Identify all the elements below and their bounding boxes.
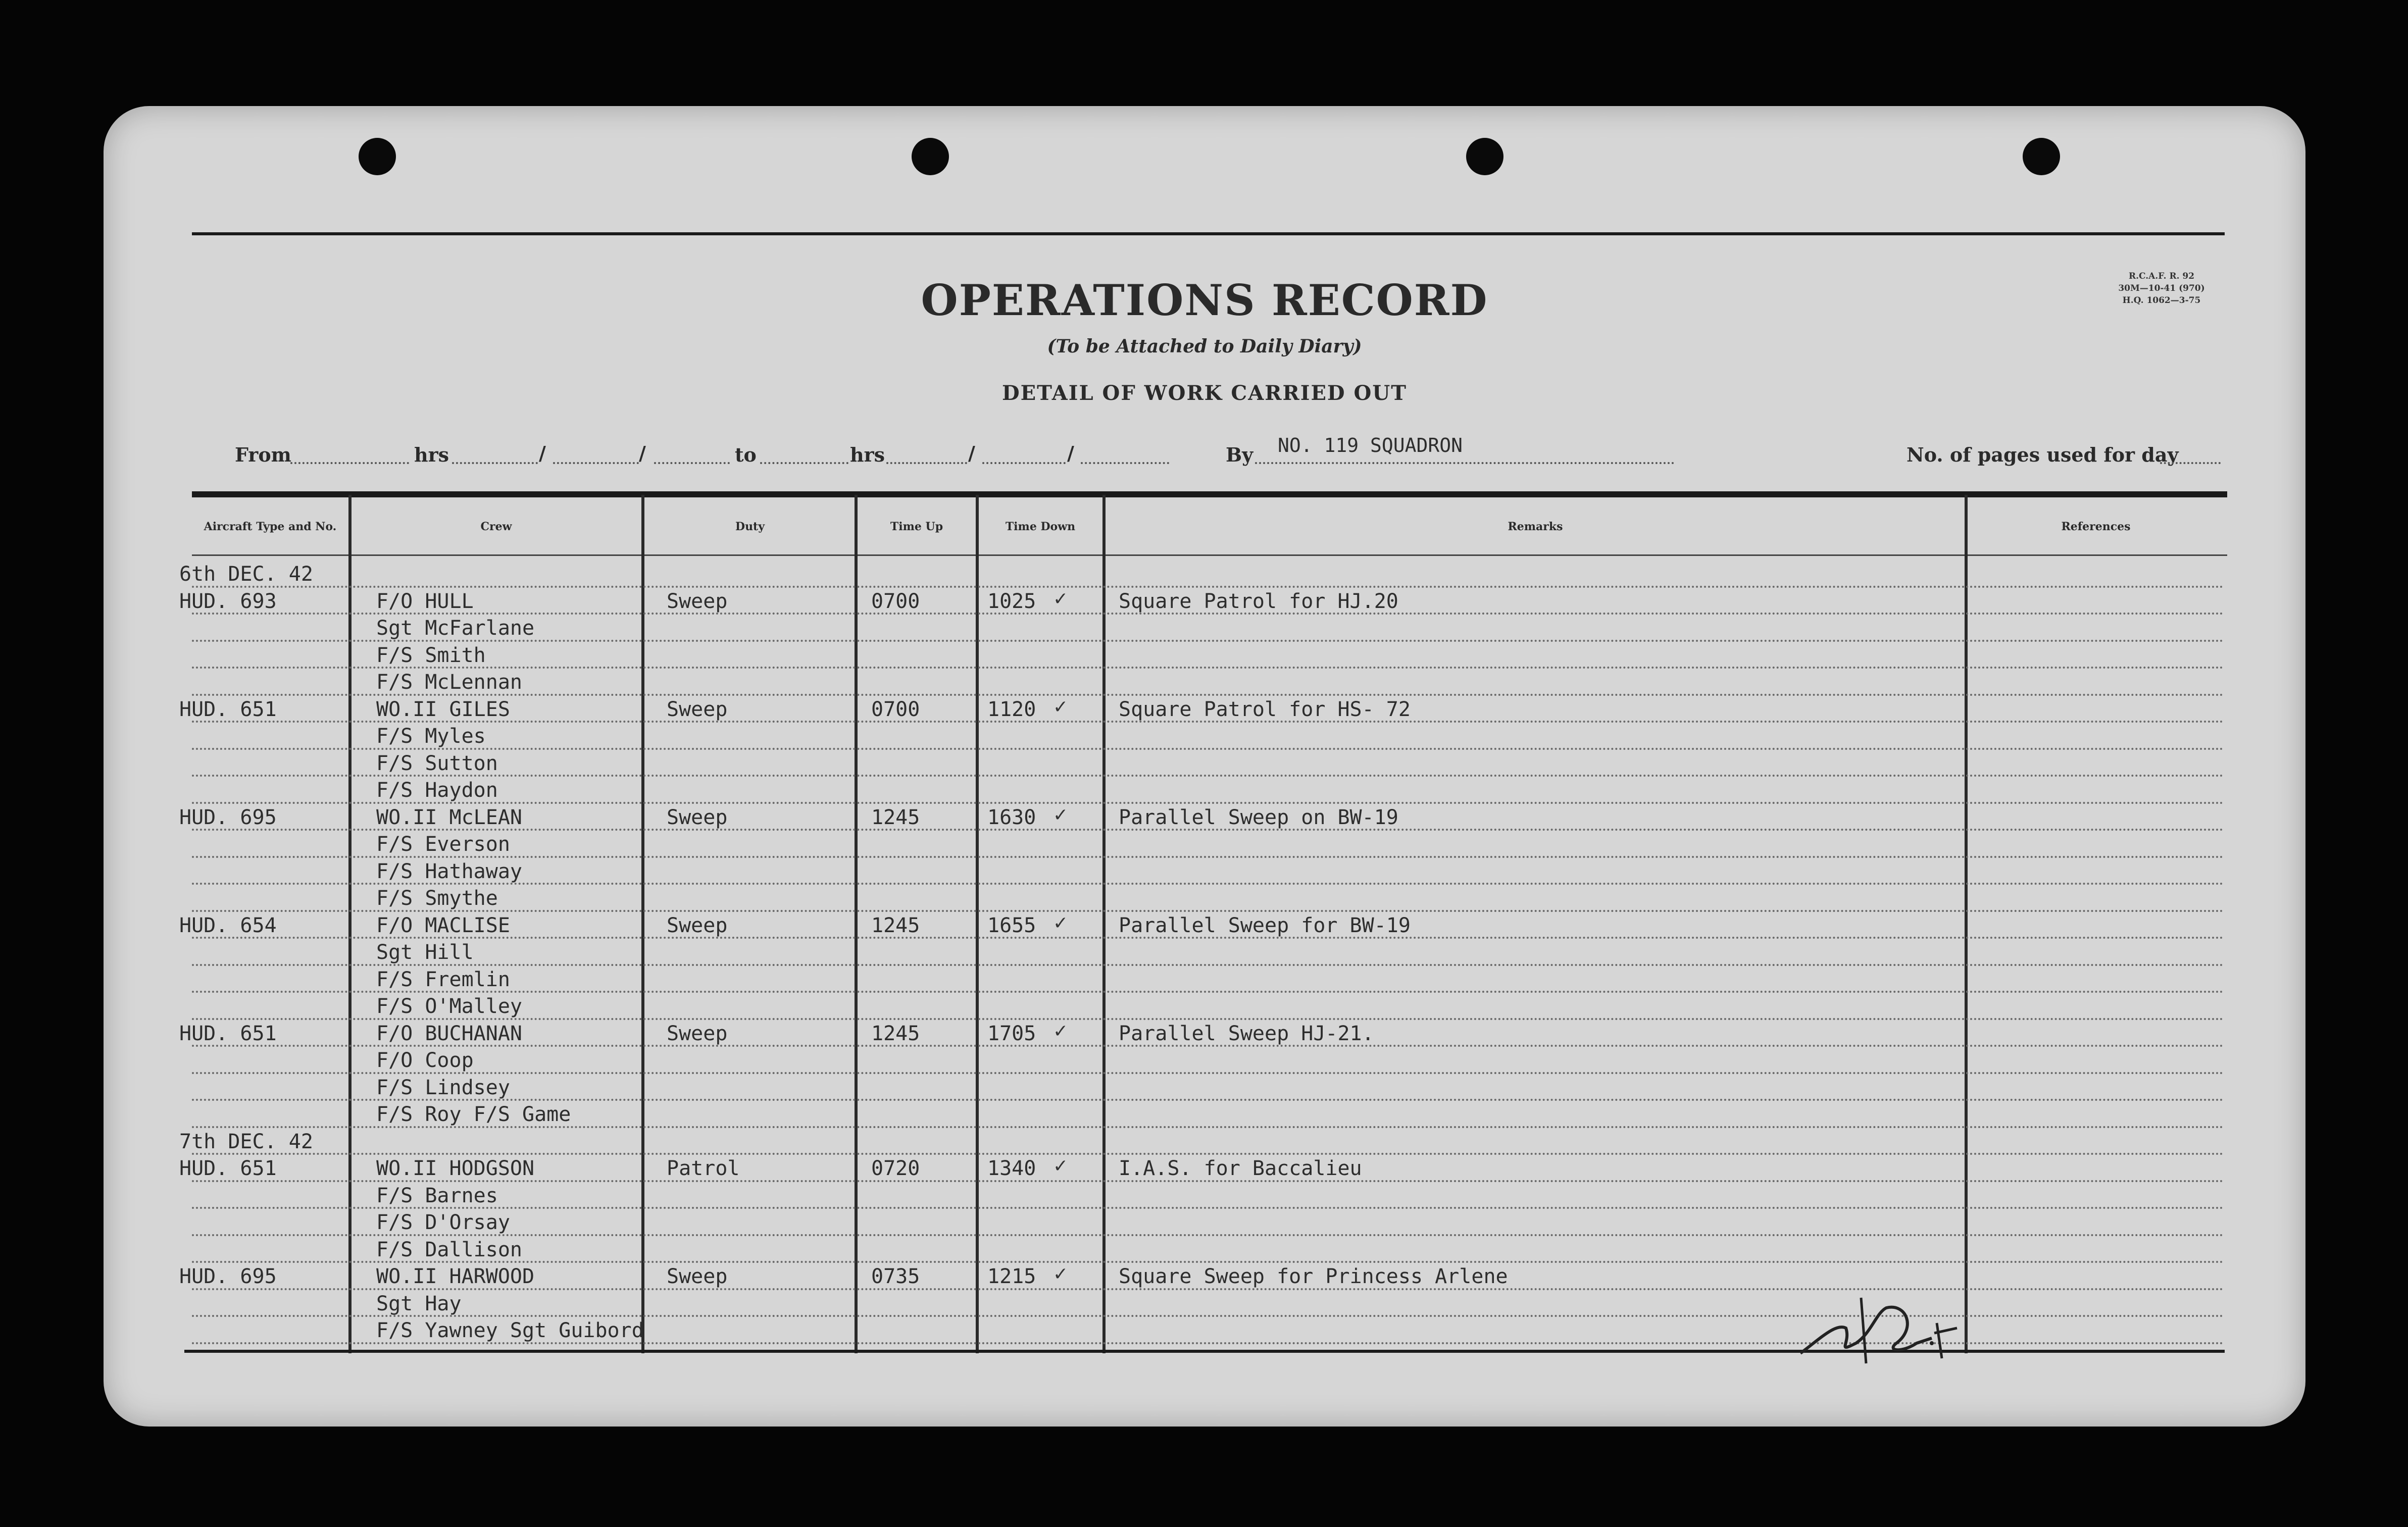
by-label: By: [1226, 443, 1253, 466]
slash: /: [1067, 442, 1074, 465]
by-value: NO. 119 SQUADRON: [1278, 434, 1463, 456]
table-row-line: [192, 883, 2225, 885]
check-mark-icon: ✓: [1053, 1264, 1069, 1285]
table-row-line: [192, 802, 2225, 804]
operations-record-card: [104, 106, 2305, 1427]
column-divider: [348, 495, 352, 1353]
crew-cell: F/O BUCHANAN: [376, 1022, 522, 1045]
crew-cell: F/S Myles: [376, 725, 486, 748]
from-month-field: [553, 462, 639, 464]
table-row-line: [192, 748, 2225, 750]
to-field: [760, 462, 848, 464]
hrs-label: hrs: [414, 443, 449, 466]
duty-cell: Sweep: [667, 913, 728, 937]
column-header-crew: Crew: [480, 520, 512, 533]
crew-cell: F/S Barnes: [376, 1184, 498, 1207]
crew-cell: WO.II GILES: [376, 697, 510, 721]
remarks-cell: Parallel Sweep on BW-19: [1119, 805, 1398, 829]
to-label: to: [735, 443, 757, 466]
remarks-cell: Parallel Sweep for BW-19: [1119, 913, 1411, 937]
crew-cell: Sgt Hill: [376, 941, 474, 964]
aircraft-cell: HUD. 651: [179, 1157, 277, 1180]
duty-cell: Sweep: [667, 1022, 728, 1045]
crew-cell: F/S D'Orsay: [376, 1211, 510, 1234]
table-row-line: [192, 1099, 2225, 1101]
page-subtitle: (To be Attached to Daily Diary): [1047, 336, 1362, 357]
remarks-cell: I.A.S. for Baccalieu: [1119, 1157, 1362, 1180]
form-code-line: R.C.A.F. R. 92: [2128, 271, 2195, 281]
table-header-rule: [192, 554, 2227, 556]
crew-cell: F/O MACLISE: [376, 913, 510, 937]
column-divider: [641, 495, 644, 1353]
column-header-time-up: Time Up: [890, 520, 943, 533]
crew-cell: F/S Smythe: [376, 887, 498, 910]
time-up-cell: 0700: [871, 589, 920, 613]
crew-cell: F/O HULL: [376, 589, 474, 613]
slash: /: [968, 442, 975, 465]
table-top-rule: [192, 491, 2227, 497]
time-up-cell: 0720: [871, 1157, 920, 1180]
binder-hole: [912, 138, 949, 175]
crew-cell: F/S McLennan: [376, 671, 522, 694]
aircraft-cell: HUD. 654: [179, 913, 277, 937]
crew-cell: F/S Yawney Sgt Guibord: [376, 1319, 644, 1342]
column-header-remarks: Remarks: [1508, 520, 1563, 533]
page-title: OPERATIONS RECORD: [921, 275, 1488, 325]
aircraft-cell: 7th DEC. 42: [179, 1130, 313, 1153]
time-down-cell: 1630: [987, 805, 1036, 829]
crew-cell: F/S Hathaway: [376, 859, 522, 883]
time-down-cell: 1025: [987, 589, 1036, 613]
column-divider: [855, 495, 858, 1353]
column-header-references: References: [2061, 520, 2131, 533]
table-row-line: [192, 667, 2225, 669]
table-row-line: [192, 694, 2225, 696]
slash: /: [539, 442, 546, 465]
pages-field: [2160, 462, 2221, 464]
time-up-cell: 1245: [871, 913, 920, 937]
check-mark-icon: ✓: [1053, 696, 1069, 718]
table-row-line: [192, 1261, 2225, 1263]
column-divider: [1965, 495, 1968, 1353]
binder-hole: [2023, 138, 2060, 175]
table-row-line: [192, 1153, 2225, 1155]
crew-cell: F/S Lindsey: [376, 1076, 510, 1099]
handwritten-initials: [1790, 1267, 1972, 1373]
duty-cell: Sweep: [667, 589, 728, 613]
time-down-cell: 1705: [987, 1022, 1036, 1045]
from-hrs-field: [452, 462, 538, 464]
column-header-time-down: Time Down: [1005, 520, 1076, 533]
binder-hole: [1466, 138, 1503, 175]
aircraft-cell: 6th DEC. 42: [179, 563, 313, 586]
table-row-line: [192, 1234, 2225, 1236]
time-up-cell: 0735: [871, 1265, 920, 1288]
crew-cell: F/S Haydon: [376, 779, 498, 802]
table-row-line: [192, 910, 2225, 912]
to-month-field: [982, 462, 1066, 464]
section-heading: DETAIL OF WORK CARRIED OUT: [1001, 381, 1408, 405]
time-up-cell: 1245: [871, 1022, 920, 1045]
table-row-line: [192, 1045, 2225, 1047]
crew-cell: Sgt McFarlane: [376, 617, 535, 640]
by-field: [1255, 462, 1674, 464]
from-field: [290, 462, 409, 464]
table-row-line: [192, 1072, 2225, 1074]
crew-cell: F/O Coop: [376, 1049, 474, 1072]
table-row-line: [192, 1126, 2225, 1128]
to-year-field: [1081, 462, 1169, 464]
time-up-cell: 1245: [871, 805, 920, 829]
aircraft-cell: HUD. 651: [179, 697, 277, 721]
column-header-aircraft: Aircraft Type and No.: [204, 520, 337, 533]
table-row-line: [192, 964, 2225, 966]
duty-cell: Sweep: [667, 805, 728, 829]
duty-cell: Sweep: [667, 1265, 728, 1288]
table-row-line: [192, 1018, 2225, 1020]
crew-cell: F/S O'Malley: [376, 995, 522, 1018]
binder-hole: [359, 138, 396, 175]
table-row-line: [192, 937, 2225, 939]
time-down-cell: 1340: [987, 1157, 1036, 1180]
top-rule: [192, 232, 2225, 235]
column-divider: [976, 495, 979, 1353]
aircraft-cell: HUD. 695: [179, 805, 277, 829]
hrs-label: hrs: [850, 443, 885, 466]
table-row-line: [192, 1180, 2225, 1182]
crew-cell: WO.II HODGSON: [376, 1157, 535, 1180]
remarks-cell: Square Patrol for HJ.20: [1119, 589, 1398, 613]
table-row-line: [192, 721, 2225, 723]
crew-cell: F/S Everson: [376, 833, 510, 856]
time-up-cell: 0700: [871, 697, 920, 721]
check-mark-icon: ✓: [1053, 912, 1069, 934]
check-mark-icon: ✓: [1053, 1156, 1069, 1177]
table-row-line: [192, 991, 2225, 993]
form-code-line: H.Q. 1062—3-75: [2122, 295, 2201, 306]
from-year-field: [654, 462, 730, 464]
duty-cell: Sweep: [667, 697, 728, 721]
remarks-cell: Square Patrol for HS- 72: [1119, 697, 1411, 721]
check-mark-icon: ✓: [1053, 588, 1069, 609]
remarks-cell: Parallel Sweep HJ-21.: [1119, 1022, 1374, 1045]
column-header-duty: Duty: [735, 520, 765, 533]
check-mark-icon: ✓: [1053, 1021, 1069, 1042]
time-down-cell: 1655: [987, 913, 1036, 937]
crew-cell: Sgt Hay: [376, 1292, 462, 1315]
crew-cell: WO.II HARWOOD: [376, 1265, 535, 1288]
to-hrs-field: [886, 462, 967, 464]
column-divider: [1102, 495, 1106, 1353]
remarks-cell: Square Sweep for Princess Arlene: [1119, 1265, 1508, 1288]
aircraft-cell: HUD. 695: [179, 1265, 277, 1288]
time-down-cell: 1120: [987, 697, 1036, 721]
aircraft-cell: HUD. 693: [179, 589, 277, 613]
table-row-line: [192, 613, 2225, 615]
from-label: From: [235, 443, 291, 466]
aircraft-cell: HUD. 651: [179, 1022, 277, 1045]
crew-cell: F/S Dallison: [376, 1238, 522, 1261]
crew-cell: F/S Roy F/S Game: [376, 1103, 571, 1126]
crew-cell: WO.II McLEAN: [376, 805, 522, 829]
table-row-line: [192, 829, 2225, 831]
table-row-line: [192, 775, 2225, 777]
table-row-line: [192, 856, 2225, 858]
time-down-cell: 1215: [987, 1265, 1036, 1288]
check-mark-icon: ✓: [1053, 804, 1069, 826]
form-code-line: 30M—10-41 (970): [2118, 283, 2205, 293]
duty-cell: Patrol: [667, 1157, 740, 1180]
pages-label: No. of pages used for day: [1907, 443, 2179, 466]
crew-cell: F/S Smith: [376, 643, 486, 667]
table-row-line: [192, 586, 2225, 588]
crew-cell: F/S Sutton: [376, 751, 498, 775]
slash: /: [639, 442, 646, 465]
table-row-line: [192, 1207, 2225, 1209]
table-row-line: [192, 640, 2225, 642]
crew-cell: F/S Fremlin: [376, 968, 510, 991]
